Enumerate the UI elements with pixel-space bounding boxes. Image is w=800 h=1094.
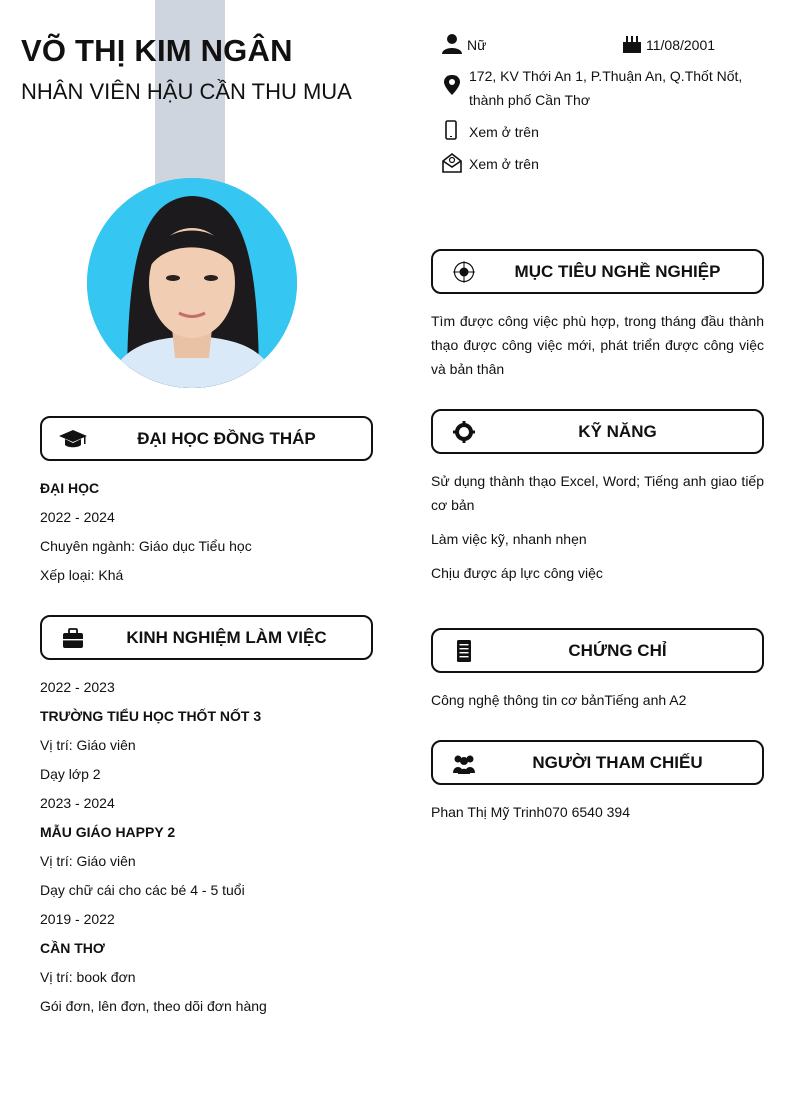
job-company: TRƯỜNG TIỂU HỌC THỐT NỐT 3 (40, 708, 262, 724)
gender-value: Nữ (467, 37, 487, 53)
birthday-row (621, 33, 781, 57)
skill-item: Làm việc kỹ, nhanh nhẹn (431, 531, 587, 547)
job-company: MẪU GIÁO HAPPY 2 (40, 824, 176, 840)
target-icon (449, 261, 479, 283)
cake-icon (621, 33, 643, 55)
education-grade: Xếp loại: Khá (40, 567, 124, 583)
education-major: Chuyên ngành: Giáo dục Tiểu học (40, 538, 252, 554)
education-title: ĐẠI HỌC ĐỒNG THÁP (137, 429, 316, 448)
document-icon (449, 640, 479, 662)
candidate-role: NHÂN VIÊN HẬU CẦN THU MUA (21, 79, 352, 104)
skill-item: Sử dụng thành thạo Excel, Word; Tiếng anh giao tiếp cơ bản (431, 473, 764, 513)
objective-header (431, 249, 764, 294)
job-detail: Gói đơn, lên đơn, theo dõi đơn hàng (40, 998, 267, 1014)
location-pin-icon (441, 74, 463, 96)
job-detail: Dạy chữ cái cho các bé 4 - 5 tuổi (40, 882, 245, 898)
gear-icon (449, 421, 479, 443)
skills-header (431, 409, 764, 454)
certificates-title: CHỨNG CHỈ (568, 641, 667, 660)
education-period: 2022 - 2024 (40, 509, 115, 525)
profile-photo (87, 178, 297, 388)
education-degree: ĐẠI HỌC (40, 480, 100, 496)
education-header (40, 416, 373, 461)
birthday-value: 11/08/2001 (646, 37, 716, 53)
certificates-header (431, 628, 764, 673)
references-text: Phan Thị Mỹ Trinh070 6540 394 (431, 804, 630, 820)
envelope-icon (441, 152, 463, 174)
address-value: 172, KV Thới An 1, P.Thuận An, Q.Thốt Nốt, thành phố Cần Thơ (469, 68, 743, 108)
experience-title: KINH NGHIỆM LÀM VIỆC (126, 628, 327, 647)
briefcase-icon (58, 627, 88, 649)
job-position: Vị trí: Giáo viên (40, 853, 136, 869)
references-title: NGƯỜI THAM CHIẾU (532, 753, 703, 772)
job-company: CẦN THƠ (40, 940, 105, 956)
people-icon (449, 752, 479, 774)
job-period: 2022 - 2023 (40, 679, 115, 695)
graduation-cap-icon (58, 428, 88, 450)
job-position: Vị trí: Giáo viên (40, 737, 136, 753)
skills-title: KỸ NĂNG (578, 422, 657, 441)
job-position: Vị trí: book đơn (40, 969, 136, 985)
gender-row (441, 33, 601, 57)
address-row (441, 64, 781, 114)
skill-item: Chịu được áp lực công việc (431, 565, 603, 581)
phone-value: Xem ở trên (469, 124, 539, 140)
objective-text: Tìm được công việc phù hợp, trong tháng đầu thành thạo được công việc mới, phát triển được công việc và bản thân (431, 313, 764, 377)
certificates-text: Công nghệ thông tin cơ bảnTiếng anh A2 (431, 692, 687, 708)
job-detail: Dạy lớp 2 (40, 766, 101, 782)
references-header (431, 740, 764, 785)
job-period: 2019 - 2022 (40, 911, 115, 927)
job-period: 2023 - 2024 (40, 795, 115, 811)
phone-row (441, 120, 641, 144)
email-row (441, 152, 641, 176)
email-value: Xem ở trên (469, 156, 539, 172)
person-icon (441, 33, 463, 55)
candidate-name: VÕ THỊ KIM NGÂN (21, 33, 293, 68)
mobile-phone-icon (441, 120, 463, 142)
objective-title: MỤC TIÊU NGHỀ NGHIỆP (514, 262, 721, 281)
experience-header (40, 615, 373, 660)
